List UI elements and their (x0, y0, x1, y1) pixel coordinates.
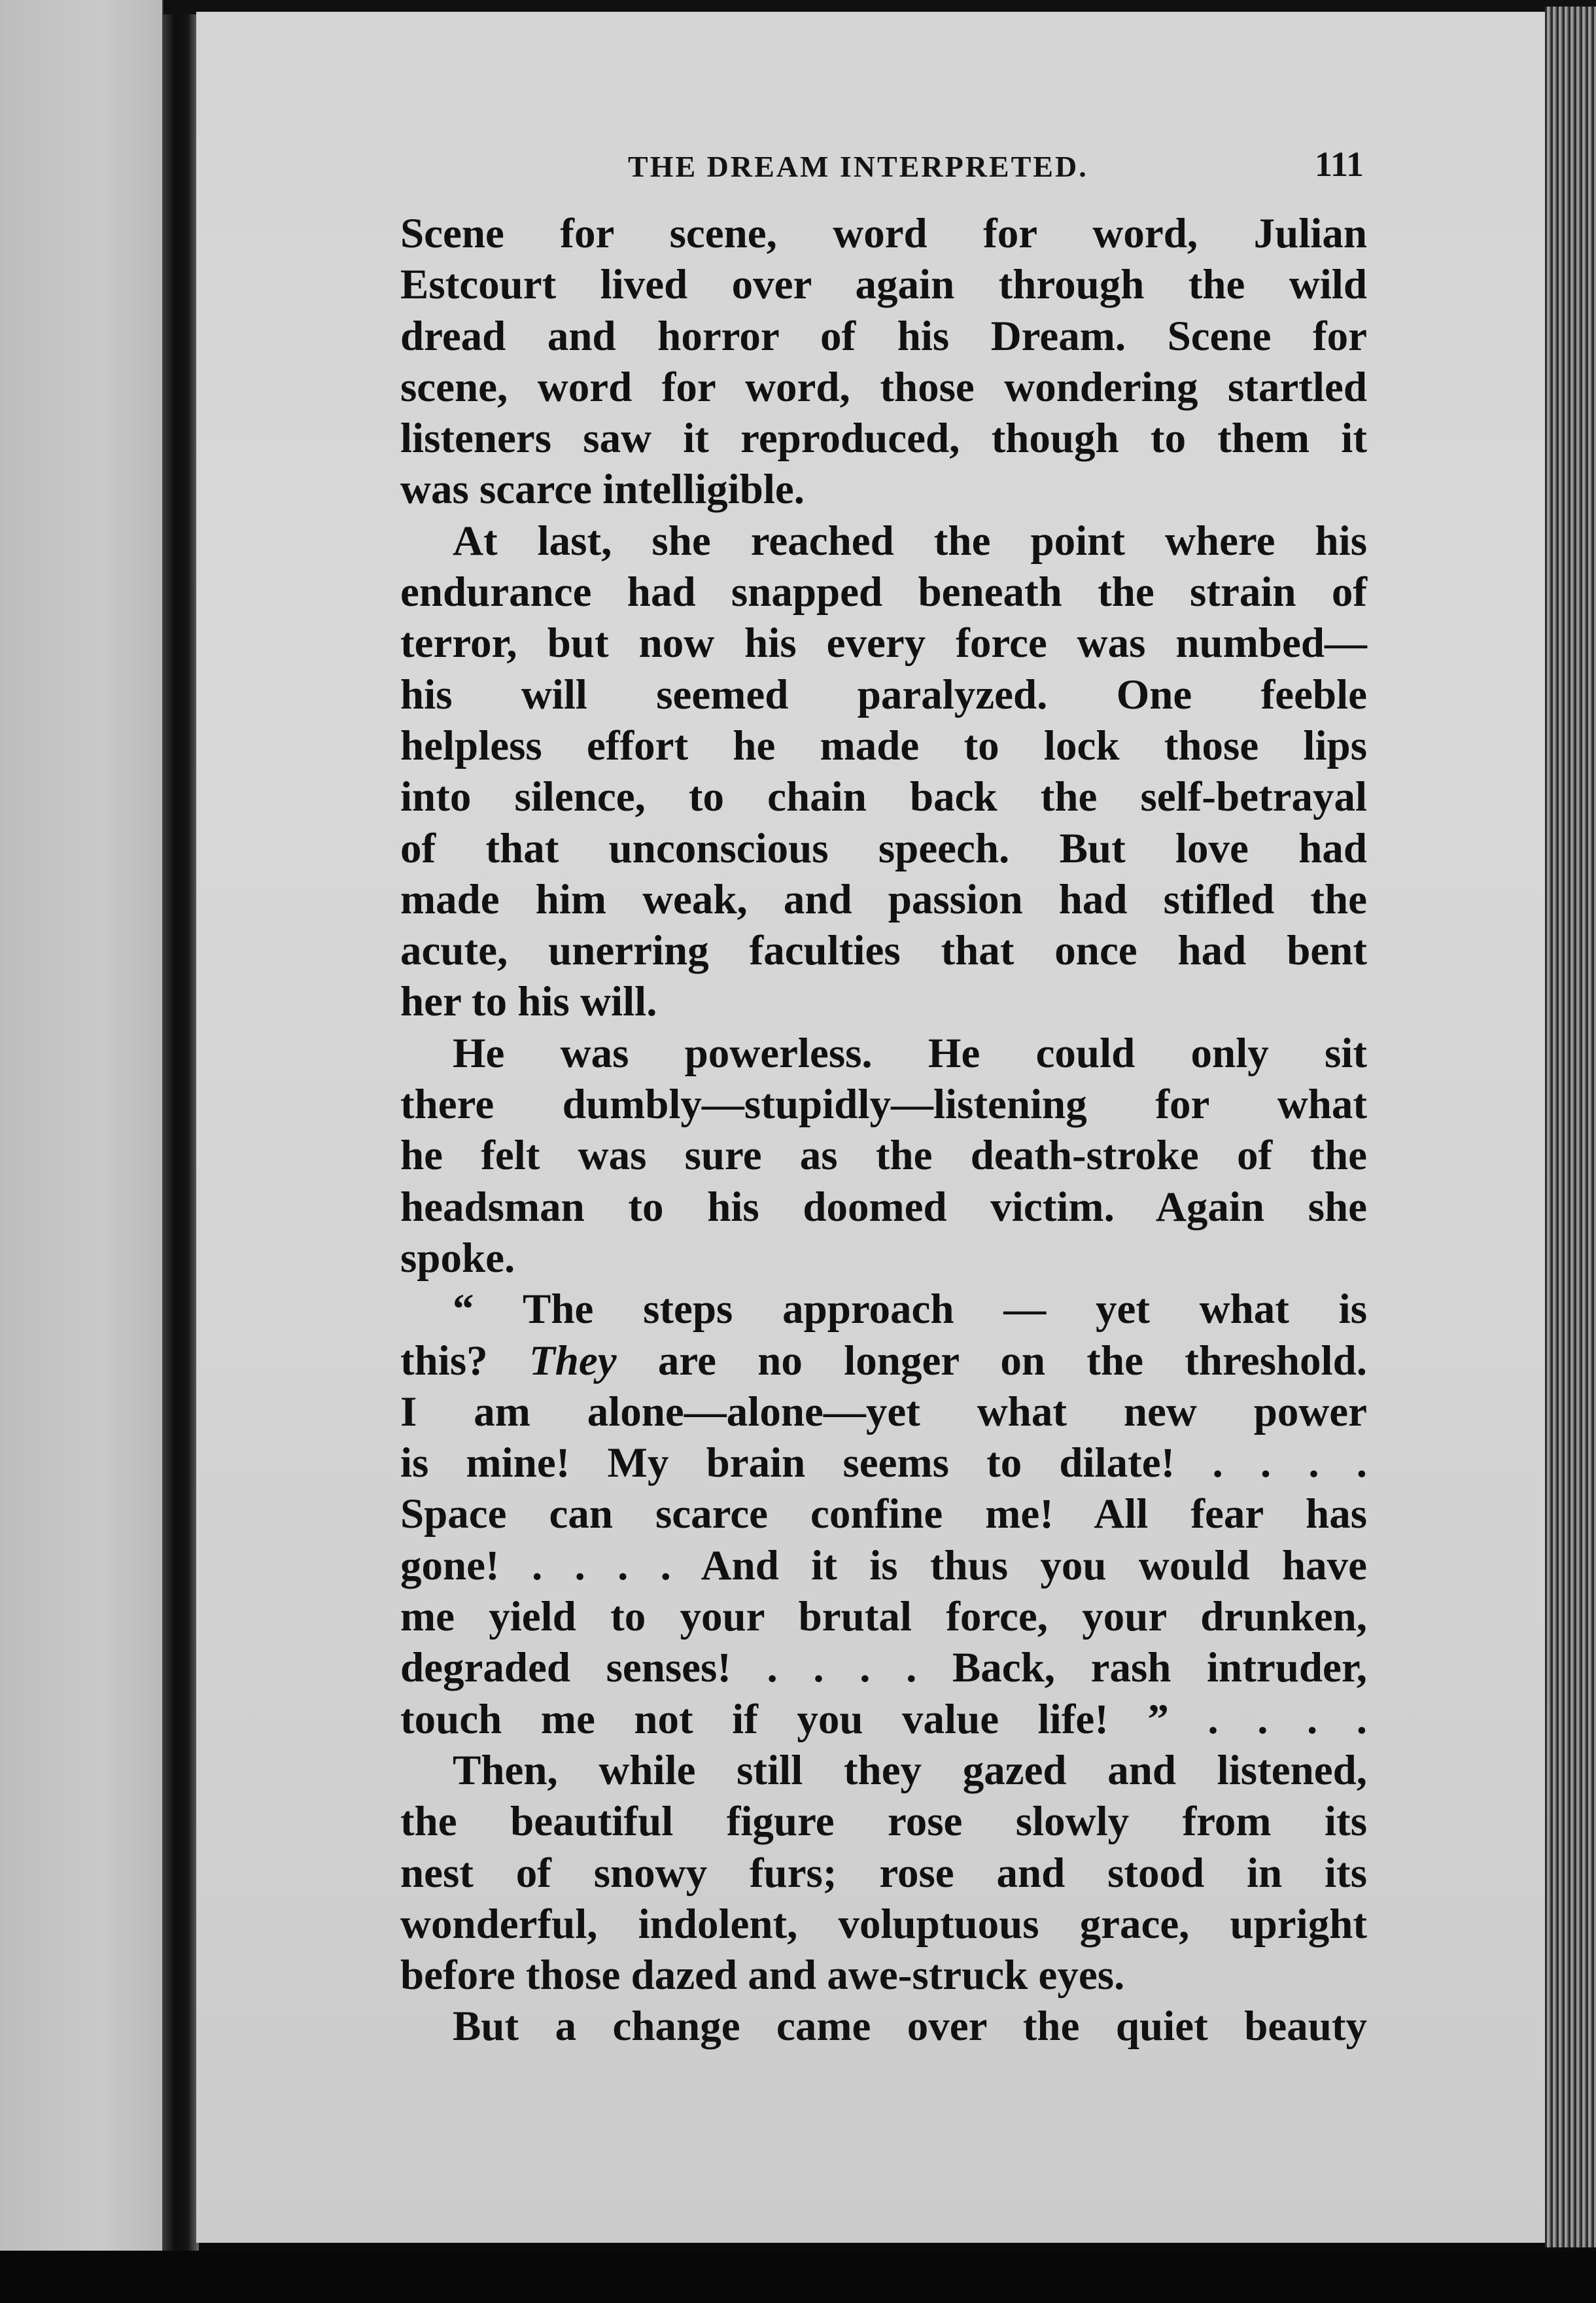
page-number: 111 (1315, 145, 1364, 184)
text-line: her to his will. (400, 978, 657, 1026)
text-line: touch me not if you value life! ” . . . . (400, 1695, 1367, 1743)
text-fragment: this? (400, 1337, 529, 1384)
text-line: But a change came over the quiet beauty (453, 2003, 1367, 2050)
text-line: spoke. (400, 1234, 515, 1282)
text-line: degraded senses! . . . . Back, rash intruder, (400, 1644, 1367, 1692)
text-line: He was powerless. He could only sit (453, 1029, 1367, 1077)
text-line: there dumbly—stupidly—listening for what (400, 1081, 1367, 1129)
book-gutter (162, 0, 199, 2254)
text-line-with-italic (400, 1335, 1367, 1386)
text-line: terror, but now his every force was numbed— (400, 620, 1367, 667)
text-line: wonderful, indolent, voluptuous grace, upright (400, 1900, 1367, 1948)
text-line: endurance had snapped beneath the strain of (400, 569, 1367, 616)
text-line: At last, she reached the point where his (453, 517, 1367, 565)
text-line: “ The steps approach — yet what is (453, 1286, 1367, 1333)
facing-page-edge (0, 0, 164, 2254)
text-line: acute, unerring faculties that once had bent (400, 927, 1367, 975)
text-line: was scarce intelligible. (400, 466, 805, 514)
bottom-shadow (0, 2251, 1596, 2303)
body-text (400, 208, 1367, 2052)
text-line: his will seemed paralyzed. One feeble (400, 671, 1367, 718)
text-fragment: are no longer on the threshold. (657, 1337, 1368, 1384)
text-line: helpless effort he made to lock those lips (400, 722, 1367, 769)
text-line: Then, while still they gazed and listened, (453, 1746, 1367, 1794)
italic-word: They (529, 1337, 617, 1384)
text-line: before those dazed and awe-struck eyes. (400, 1952, 1125, 1999)
text-line: the beautiful figure rose slowly from its (400, 1798, 1367, 1846)
text-line: into silence, to chain back the self-betrayal (400, 773, 1367, 821)
text-line: scene, word for word, those wondering startled (400, 363, 1367, 411)
text-line: of that unconscious speech. But love had (400, 824, 1367, 872)
text-line: made him weak, and passion had stifled the (400, 875, 1367, 923)
text-line: Space can scarce confine me! All fear has (400, 1490, 1367, 1538)
text-line: Scene for scene, word for word, Julian (400, 210, 1367, 257)
text-line: Estcourt lived over again through the wild (400, 261, 1367, 309)
text-line: I am alone—alone—yet what new power (400, 1388, 1367, 1435)
text-line: is mine! My brain seems to dilate! . . . . (400, 1439, 1367, 1487)
page-edges (1545, 7, 1596, 2247)
text-line: nest of snowy furs; rose and stood in its (400, 1849, 1367, 1897)
running-title: THE DREAM INTERPRETED. (628, 150, 1088, 183)
text-line: listeners saw it reproduced, though to them it (400, 415, 1367, 463)
text-line: he felt was sure as the death-stroke of the (400, 1132, 1367, 1180)
text-line: headsman to his doomed victim. Again she (400, 1183, 1367, 1231)
text-line: dread and horror of his Dream. Scene for (400, 312, 1367, 360)
text-line: me yield to your brutal force, your drunken, (400, 1593, 1367, 1641)
text-line: gone! . . . . And it is thus you would have (400, 1541, 1367, 1589)
